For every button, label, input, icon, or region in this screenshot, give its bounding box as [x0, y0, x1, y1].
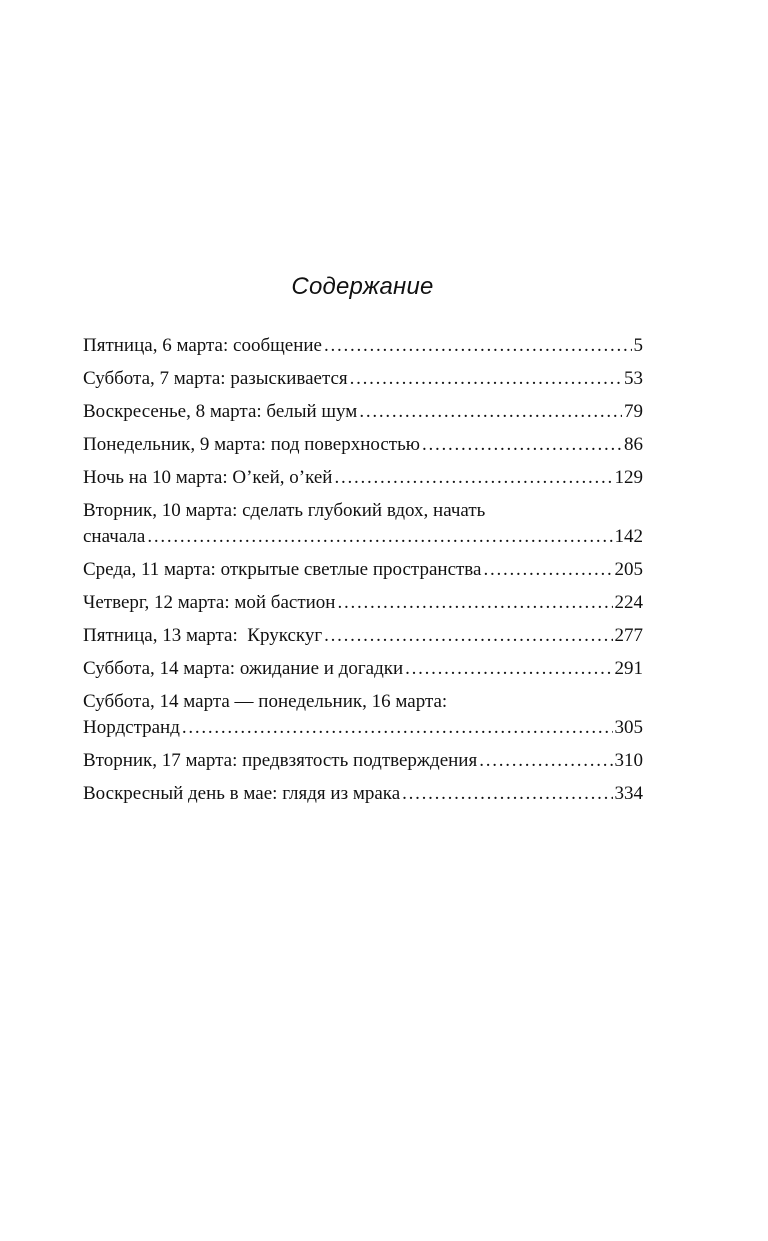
toc-entry: [83, 333, 643, 359]
toc-entry-title: Воскресенье, 8 марта: белый шум: [83, 401, 358, 422]
toc-entry-page: 334: [614, 783, 643, 804]
toc-entry-title: Вторник, 17 марта: предвзятость подтверждения: [83, 750, 478, 771]
dot-leader: [334, 465, 612, 491]
toc-entry-page: 86: [624, 434, 643, 455]
toc-entry: [83, 366, 643, 392]
dot-leader: [402, 781, 612, 807]
dot-leader: [324, 333, 632, 359]
dot-leader: [405, 656, 612, 682]
toc-entry-page: 79: [624, 401, 643, 422]
toc-entry: [83, 590, 643, 616]
toc-entry: [83, 623, 643, 649]
toc-entry-page: 53: [624, 368, 643, 389]
toc-entry: [83, 498, 643, 550]
table-of-contents: [83, 333, 643, 814]
toc-entry-page: 291: [614, 658, 643, 679]
toc-entry-title: Суббота, 14 марта: ожидание и догадки: [83, 658, 404, 679]
toc-entry: [83, 656, 643, 682]
toc-entry-page: 277: [614, 625, 643, 646]
dot-leader: [483, 557, 612, 583]
dot-leader: [350, 366, 622, 392]
toc-entry-title-line1: Суббота, 14 марта — понедельник, 16 марта:: [83, 691, 448, 712]
toc-entry-page: 5: [633, 335, 643, 356]
dot-leader: [479, 748, 612, 774]
toc-entry-title: Пятница, 6 марта: сообщение: [83, 335, 322, 356]
dot-leader: [182, 715, 613, 741]
toc-entry-title: Воскресный день в мае: глядя из мрака: [83, 783, 401, 804]
toc-entry-title: Четверг, 12 марта: мой бастион: [83, 592, 336, 613]
toc-entry-page: 129: [614, 467, 643, 488]
dot-leader: [422, 432, 622, 458]
toc-entry: [83, 399, 643, 425]
toc-entry: [83, 557, 643, 583]
toc-entry-title-line1: Вторник, 10 марта: сделать глубокий вдох, начать: [83, 500, 486, 521]
dot-leader: [324, 623, 612, 649]
toc-entry-page: 310: [614, 750, 643, 771]
toc-title: Содержание: [291, 273, 434, 300]
toc-entry-page: 305: [614, 717, 643, 738]
toc-entry-page: 205: [614, 559, 643, 580]
toc-entry: [83, 689, 643, 741]
toc-entry-title: Ночь на 10 марта: О’кей, о’кей: [83, 467, 333, 488]
toc-entry-title: Суббота, 7 марта: разыскивается: [83, 368, 348, 389]
toc-entry-title: Пятница, 13 марта: Крукскуг: [83, 625, 323, 646]
toc-entry-page: 142: [614, 526, 643, 547]
toc-entry-title: Нордстранд: [83, 717, 180, 738]
toc-entry-title: Среда, 11 марта: открытые светлые пространства: [83, 559, 482, 580]
dot-leader: [359, 399, 622, 425]
toc-entry-title: Понедельник, 9 марта: под поверхностью: [83, 434, 420, 455]
toc-entry-title: сначала: [83, 526, 146, 547]
dot-leader: [147, 524, 612, 550]
toc-entry: [83, 432, 643, 458]
toc-entry: [83, 748, 643, 774]
toc-entry: [83, 781, 643, 807]
toc-entry-page: 224: [614, 592, 643, 613]
toc-entry: [83, 465, 643, 491]
dot-leader: [337, 590, 612, 616]
